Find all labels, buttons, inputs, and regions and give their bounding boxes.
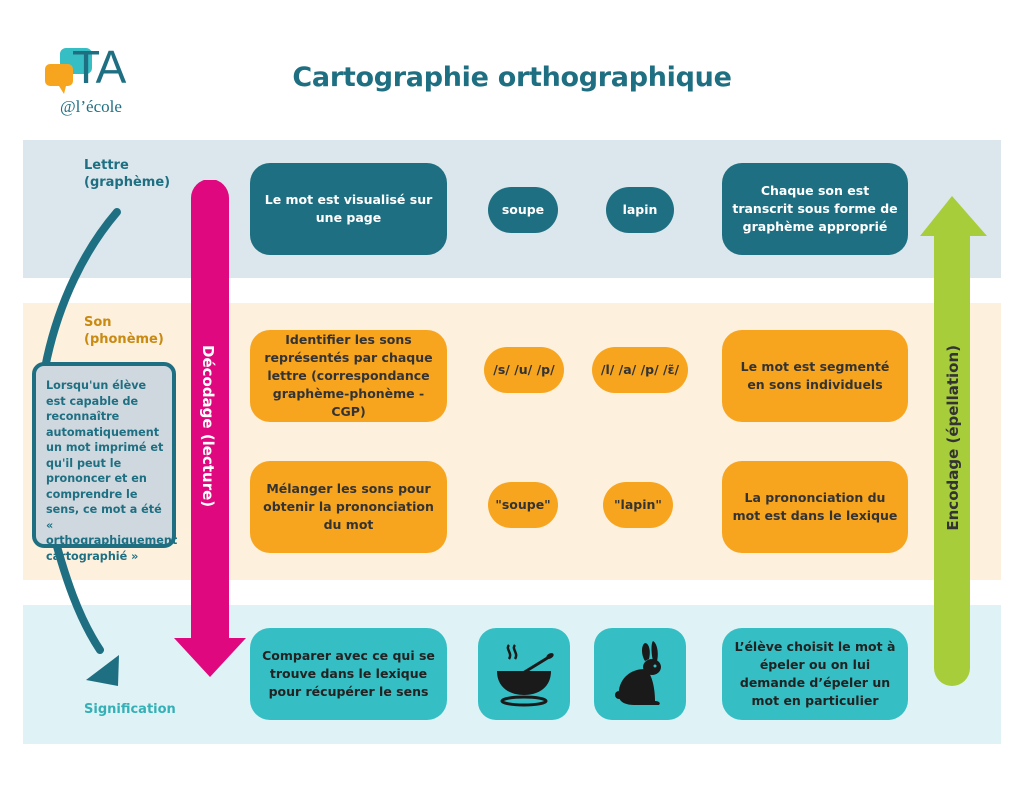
decoding-meaning-box: Comparer avec ce qui se trouve dans le lexique pour récupérer le sens xyxy=(250,628,447,720)
logo-brand: TA xyxy=(72,41,126,93)
example-lapin-word: lapin xyxy=(606,187,674,233)
example-soupe-word: soupe xyxy=(488,187,558,233)
example-lapin-image xyxy=(594,628,686,720)
encoding-label: Encodage (épellation) xyxy=(944,345,962,531)
page-title: Cartographie orthographique xyxy=(292,62,732,93)
example-soupe-image xyxy=(478,628,570,720)
example-lapin-pronunciation: "lapin" xyxy=(603,482,673,528)
row-label-meaning: Signification xyxy=(84,702,176,717)
example-soupe-phonemes: /s/ /u/ /p/ xyxy=(484,347,564,393)
decoding-identify-sounds-box: Identifier les sons représentés par chaque lettre (correspondance graphème-phonème - CGP) xyxy=(250,330,447,422)
encoding-segment-box: Le mot est segmenté en sons individuels xyxy=(722,330,908,422)
decoding-label: Décodage (lecture) xyxy=(199,345,217,508)
row-label-letter-line2: (graphème) xyxy=(84,175,171,190)
decoding-letter-box: Le mot est visualisé sur une page xyxy=(250,163,447,255)
row-label-sound-line2: (phonème) xyxy=(84,332,164,347)
mapping-definition-note: Lorsqu'un élève est capable de reconnaître automatiquement un mot imprimé et qu'il peut le prononcer et en comprendre le sens, ce mot a été « orthographiquement cartographié » xyxy=(32,362,176,548)
row-label-sound-line1: Son xyxy=(84,315,112,330)
example-lapin-phonemes: /l/ /a/ /p/ /ɛ̃/ xyxy=(592,347,688,393)
encoding-lexicon-box: La prononciation du mot est dans le lexique xyxy=(722,461,908,553)
rabbit-icon xyxy=(605,639,675,709)
decoding-blend-sounds-box: Mélanger les sons pour obtenir la prononciation du mot xyxy=(250,461,447,553)
example-soupe-pronunciation: "soupe" xyxy=(488,482,558,528)
soup-bowl-icon xyxy=(489,639,559,709)
row-label-letter-line1: Lettre xyxy=(84,158,129,173)
encoding-letter-box: Chaque son est transcrit sous forme de graphème approprié xyxy=(722,163,908,255)
encoding-meaning-box: L’élève choisit le mot à épeler ou on lui demande d’épeler un mot en particulier xyxy=(722,628,908,720)
logo-subtitle: @l’école xyxy=(60,97,122,116)
